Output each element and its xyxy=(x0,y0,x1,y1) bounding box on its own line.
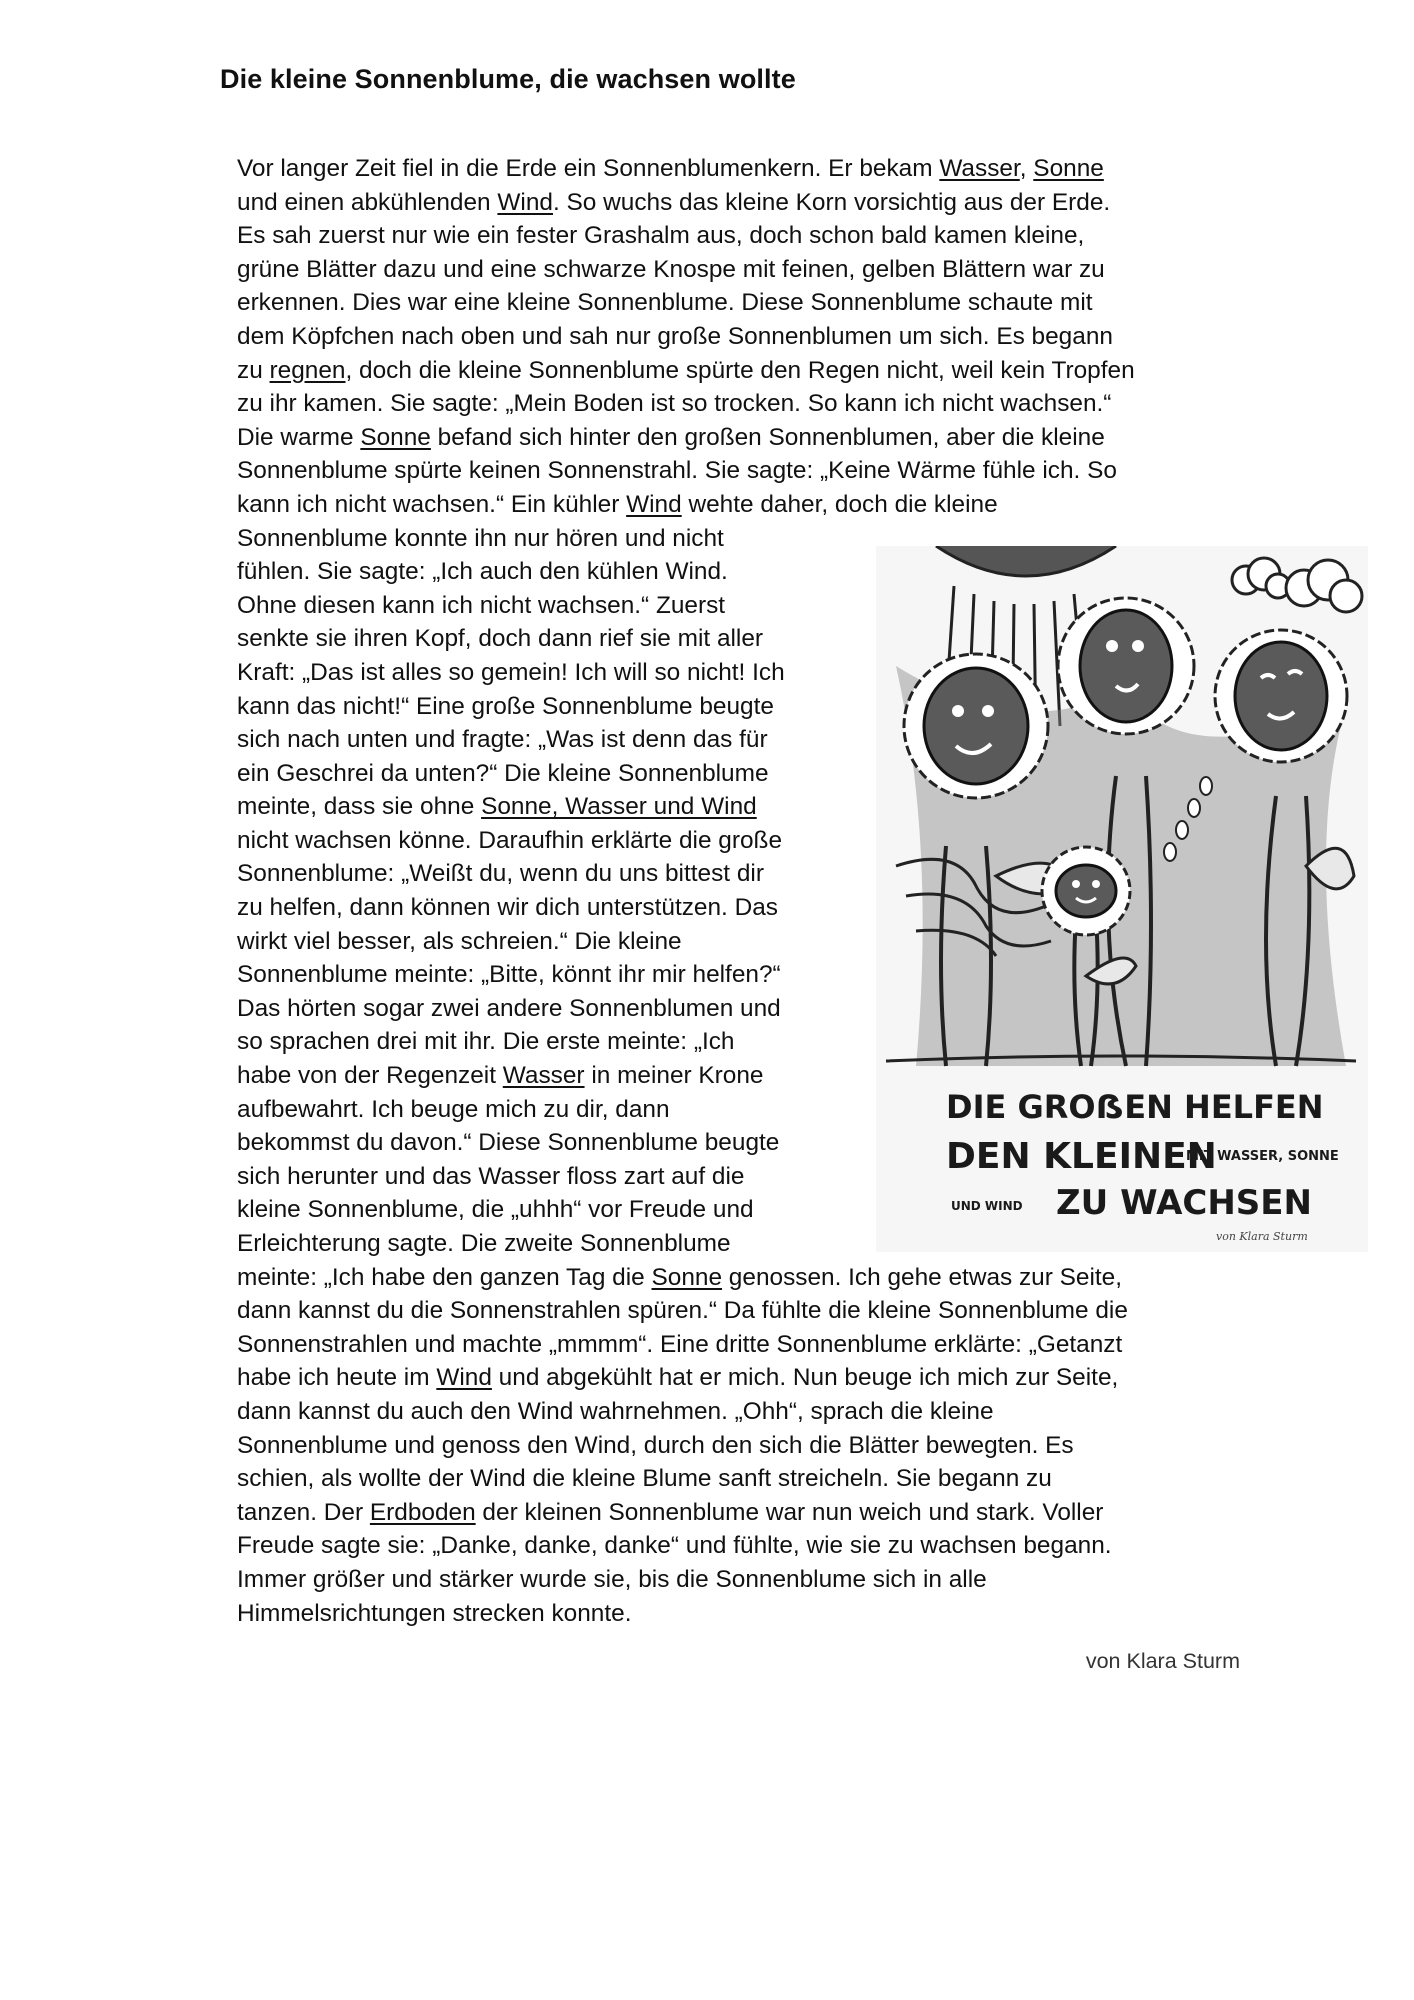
story-text-segment: in meiner Krone xyxy=(584,1062,764,1090)
story-text-segment: wirkt viel besser, als schreien.“ Die kleine xyxy=(237,927,682,955)
story-text-segment: Vor langer Zeit fiel in die Erde ein Sonnenblumenkern. Er bekam xyxy=(237,155,940,182)
story-text-segment: tanzen. Der xyxy=(237,1498,370,1526)
story-text-segment: kleine Sonnenblume, die „uhhh“ vor Freude und xyxy=(237,1196,754,1224)
story-text-segment: Ohne diesen kann ich nicht wachsen.“ Zuerst xyxy=(237,591,726,619)
author-credit: von Klara Sturm xyxy=(1085,1649,1240,1673)
underlined-keyword: Wind xyxy=(626,490,682,518)
story-line xyxy=(237,421,1247,455)
story-text-segment: grüne Blätter dazu und eine schwarze Knospe mit feinen, gelben Blättern war zu xyxy=(237,255,1105,283)
sunflower-right xyxy=(1215,630,1347,762)
story-line xyxy=(237,1294,1247,1328)
story-text-segment: Kraft: „Das ist alles so gemein! Ich will so nicht! Ich xyxy=(237,658,785,686)
underlined-keyword: Sonne xyxy=(1033,155,1104,182)
underlined-keyword: Wasser xyxy=(502,1062,585,1090)
story-line xyxy=(237,1361,1247,1395)
story-text-segment: , xyxy=(1019,155,1034,182)
story-line xyxy=(237,1496,1247,1530)
story-text-segment: Sonnenstrahlen und machte „mmmm“. Eine dritte Sonnenblume erklärte: „Getanzt xyxy=(237,1330,1123,1358)
story-text-segment: wehte daher, doch die kleine xyxy=(681,490,998,518)
story-text-segment: Es sah zuerst nur wie ein fester Grashalm aus, doch schon bald kamen kleine, xyxy=(237,222,1085,250)
story-line xyxy=(237,387,1247,421)
story-line xyxy=(237,219,1247,253)
sunflower-left xyxy=(904,654,1048,798)
story-line xyxy=(237,1328,1247,1362)
story-text-segment: Sonnenblume konnte ihn nur hören und nicht xyxy=(237,524,724,552)
story-text-segment: genossen. Ich gehe etwas zur Seite, xyxy=(722,1263,1123,1291)
story-text-segment: der kleinen Sonnenblume war nun weich und stark. Voller xyxy=(475,1498,1104,1526)
story-text-segment: . So wuchs das kleine Korn vorsichtig aus der Erde. xyxy=(552,188,1111,216)
story-line xyxy=(237,1529,1247,1563)
story-line xyxy=(237,1429,1247,1463)
underlined-keyword: Sonne xyxy=(360,423,431,451)
story-text-segment: Sonnenblume und genoss den Wind, durch den sich die Blätter bewegten. Es xyxy=(237,1431,1074,1459)
story-text-segment: bekommst du davon.“ Diese Sonnenblume beugte xyxy=(237,1129,780,1157)
story-line xyxy=(237,454,1247,488)
story-line xyxy=(237,286,1247,320)
sunflower-illustration xyxy=(876,546,1368,1252)
story-text-segment: befand sich hinter den großen Sonnenblumen, aber die kleine xyxy=(430,423,1105,451)
underlined-keyword: Wasser xyxy=(939,155,1020,182)
story-line xyxy=(237,1563,1247,1597)
story-text-segment: Freude sagte sie: „Danke, danke, danke“ und fühlte, wie sie zu wachsen begann. xyxy=(237,1532,1112,1560)
story-text-segment: sich herunter und das Wasser floss zart auf die xyxy=(237,1162,745,1190)
story-line xyxy=(237,1462,1247,1496)
story-text-segment: habe ich heute im xyxy=(237,1364,437,1392)
story-text-segment: habe von der Regenzeit xyxy=(237,1062,503,1090)
story-line xyxy=(237,253,1247,287)
caption-line2-small: MIT WASSER, SONNE xyxy=(1186,1149,1339,1164)
story-text-segment: Sonnenblume spürte keinen Sonnenstrahl. Sie sagte: „Keine Wärme fühle ich. So xyxy=(237,457,1117,485)
story-text-segment: Die warme xyxy=(237,423,361,451)
story-text-segment: dann kannst du auch den Wind wahrnehmen. „Ohh“, sprach die kleine xyxy=(237,1397,994,1425)
story-text-segment: senkte sie ihren Kopf, doch dann rief sie mit aller xyxy=(237,625,764,653)
story-text-segment: zu xyxy=(237,356,270,384)
illustration-signature: von Klara Sturm xyxy=(1216,1230,1308,1243)
story-line xyxy=(237,186,1247,220)
story-text-segment: dann kannst du die Sonnenstrahlen spüren.“ Da fühlte die kleine Sonnenblume die xyxy=(237,1297,1128,1325)
story-text-segment: Himmelsrichtungen strecken konnte. xyxy=(237,1599,632,1627)
story-text-segment: und abgekühlt hat er mich. Nun beuge ich mich zur Seite, xyxy=(491,1364,1119,1392)
sunflower-middle xyxy=(1058,598,1194,734)
story-text-segment: Das hörten sogar zwei andere Sonnenblumen und xyxy=(237,994,781,1022)
sunflower-small xyxy=(1042,847,1130,935)
story-text-segment: zu helfen, dann können wir dich unterstützen. Das xyxy=(237,894,778,922)
story-line xyxy=(237,354,1247,388)
story-text-segment: kann ich nicht wachsen.“ Ein kühler xyxy=(237,490,627,518)
caption-line2-big: DEN KLEINEN xyxy=(946,1136,1217,1177)
page-title: Die kleine Sonnenblume, die wachsen wollte xyxy=(220,64,796,94)
story-line xyxy=(237,1597,1247,1631)
story-text-segment: meinte: „Ich habe den ganzen Tag die xyxy=(237,1263,652,1291)
underlined-keyword: Sonne, Wasser und Wind xyxy=(481,793,757,821)
story-line xyxy=(237,1261,1247,1295)
story-text-segment: Sonnenblume: „Weißt du, wenn du uns bittest dir xyxy=(237,860,764,888)
story-line xyxy=(237,1395,1247,1429)
underlined-keyword: regnen xyxy=(269,356,346,384)
story-text-segment: Sonnenblume meinte: „Bitte, könnt ihr mir helfen?“ xyxy=(237,961,781,989)
sunflower-drawing xyxy=(876,546,1368,1252)
story-text-segment: aufbewahrt. Ich beuge mich zu dir, dann xyxy=(237,1095,670,1123)
underlined-keyword: Wind xyxy=(436,1364,492,1392)
story-text-segment: dem Köpfchen nach oben und sah nur große Sonnenblumen um sich. Es begann xyxy=(237,322,1113,350)
story-text-segment: , doch die kleine Sonnenblume spürte den Regen nicht, weil kein Tropfen xyxy=(345,356,1135,384)
story-text-segment: meinte, dass sie ohne xyxy=(237,793,482,821)
underlined-keyword: Sonne xyxy=(651,1263,723,1291)
story-text-segment: so sprachen drei mit ihr. Die erste meinte: „Ich xyxy=(237,1028,735,1056)
story-text-segment: fühlen. Sie sagte: „Ich auch den kühlen Wind. xyxy=(237,558,728,586)
story-text-segment: und einen abkühlenden xyxy=(237,188,498,216)
story-text-segment: Immer größer und stärker wurde sie, bis die Sonnenblume sich in alle xyxy=(237,1565,987,1593)
story-text-segment: Erleichterung sagte. Die zweite Sonnenblume xyxy=(237,1230,731,1257)
story-text-segment: ein Geschrei da unten?“ Die kleine Sonnenblume xyxy=(237,759,769,787)
underlined-keyword: Wind xyxy=(497,188,553,216)
underlined-keyword: Erdboden xyxy=(369,1498,476,1526)
story-text-segment: kann das nicht!“ Eine große Sonnenblume beugte xyxy=(237,692,774,720)
caption-line1: DIE GROẞEN HELFEN xyxy=(946,1088,1324,1126)
story-text-segment: nicht wachsen könne. Daraufhin erklärte die große xyxy=(237,826,783,854)
story-text-segment: zu ihr kamen. Sie sagte: „Mein Boden ist so trocken. So kann ich nicht wachsen.“ xyxy=(237,390,1112,418)
story-text-segment: schien, als wollte der Wind die kleine Blume sanft streicheln. Sie begann zu xyxy=(237,1465,1052,1493)
story-text-segment: erkennen. Dies war eine kleine Sonnenblume. Diese Sonnenblume schaute mit xyxy=(237,289,1093,317)
story-line xyxy=(237,488,1247,522)
caption-line3-small: UND WIND xyxy=(951,1199,1023,1213)
caption-line3-big: ZU WACHSEN xyxy=(1056,1183,1312,1223)
story-text-segment: sich nach unten und fragte: „Was ist denn das für xyxy=(237,726,768,754)
story-line xyxy=(237,320,1247,354)
story-line xyxy=(237,152,1247,186)
